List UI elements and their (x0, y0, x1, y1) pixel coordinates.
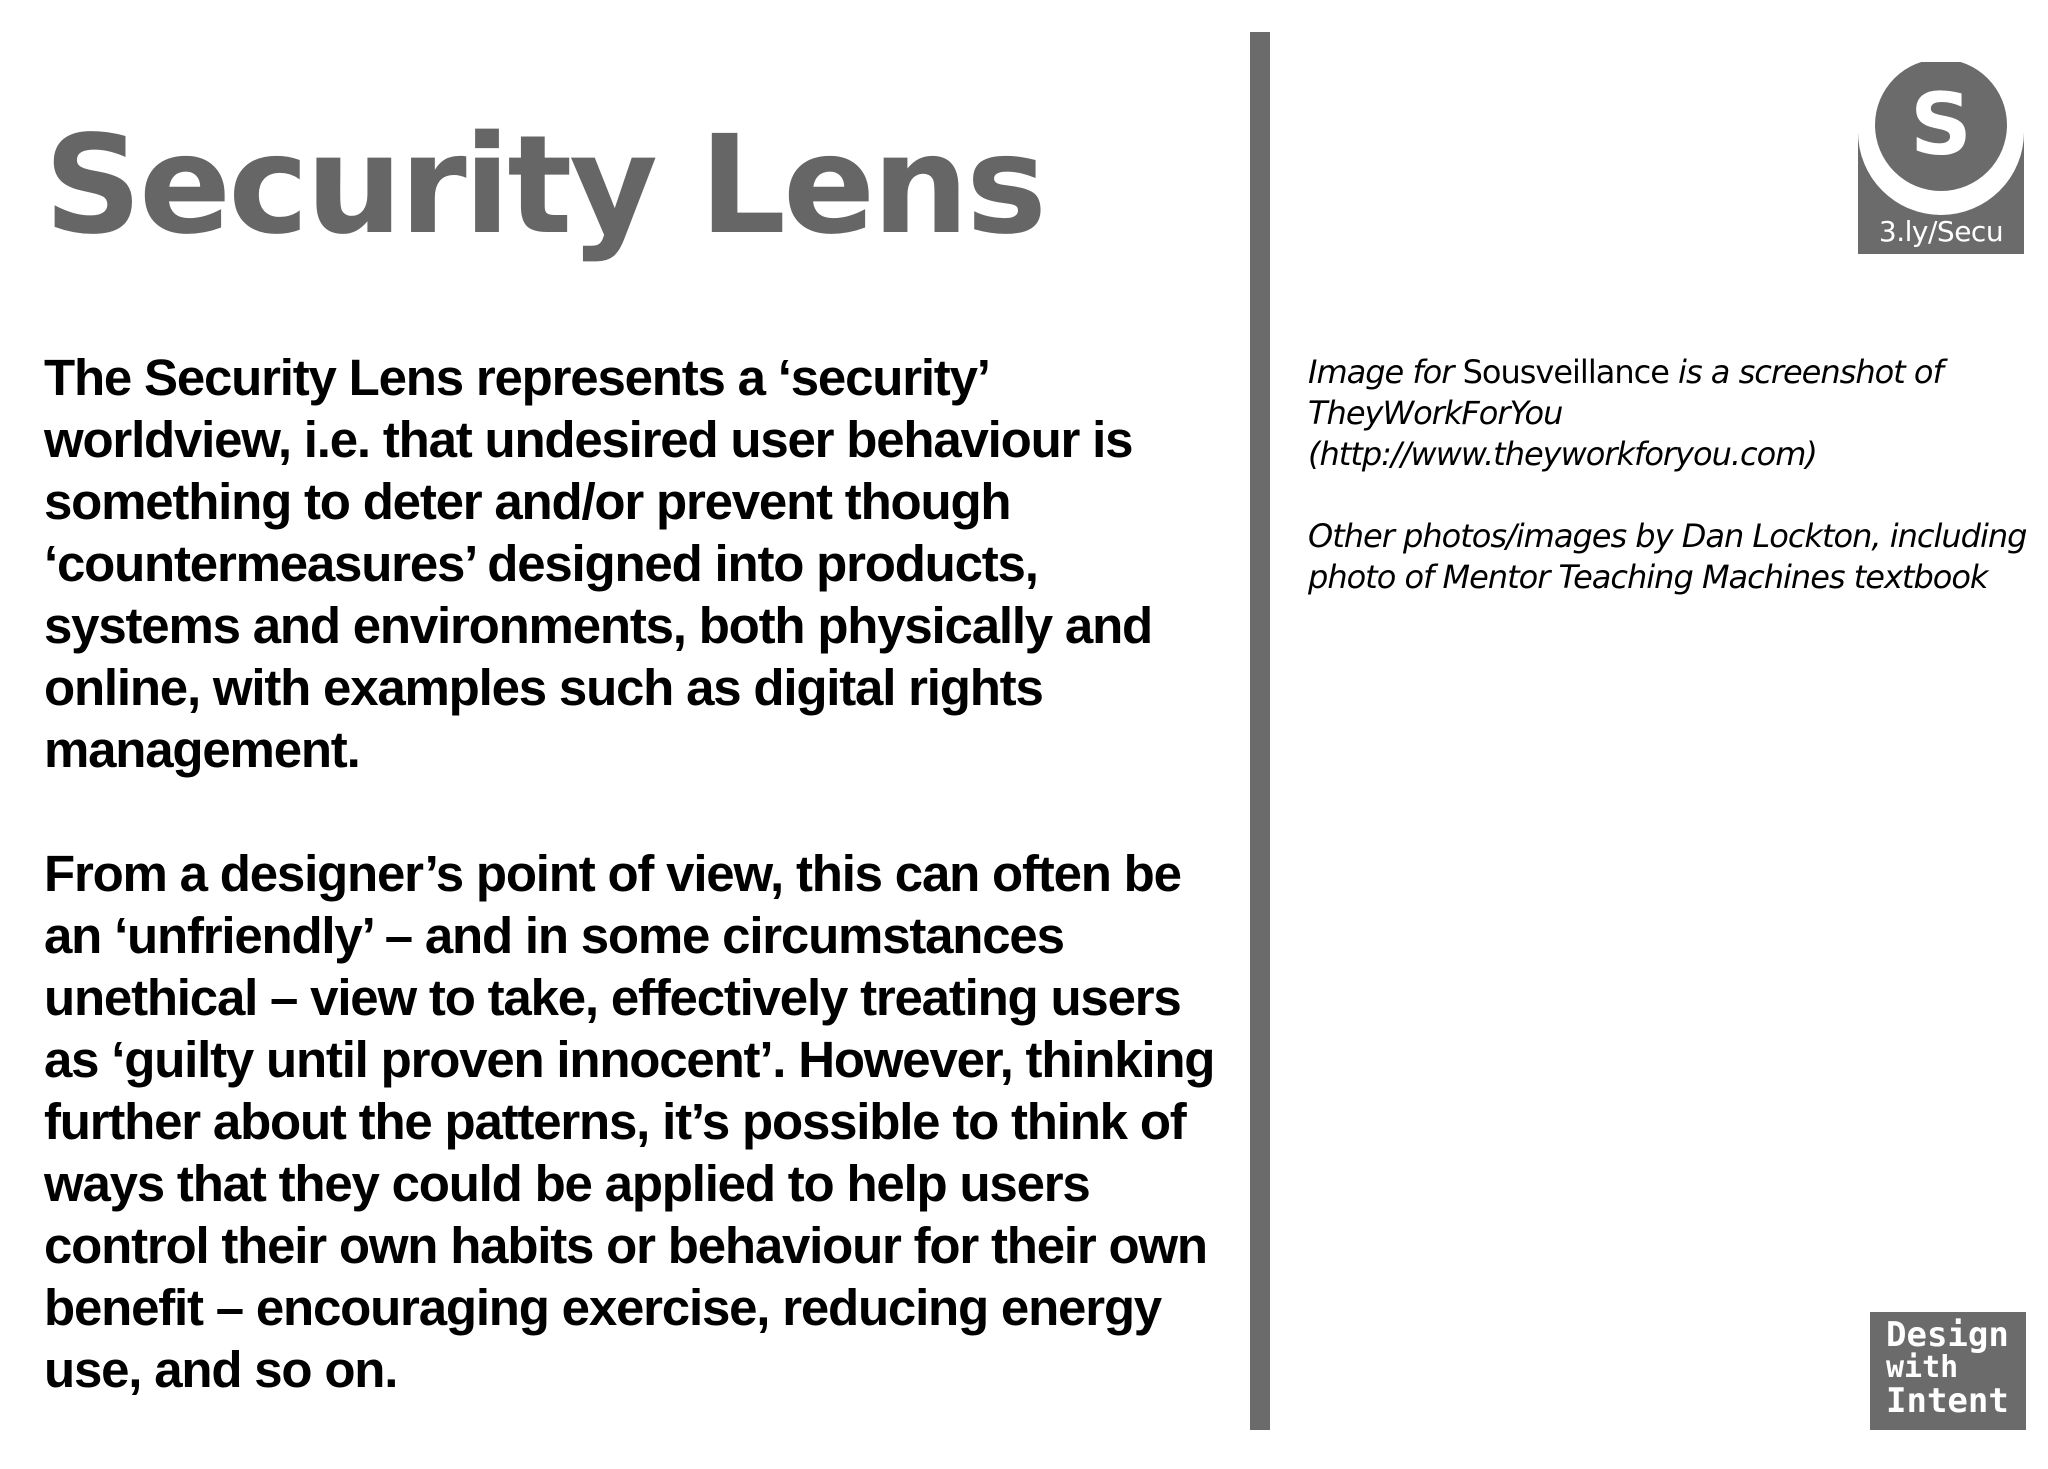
credit-image-suffix: is a screenshot of TheyWorkForYou (http://www.theyworkforyou.com) (1308, 353, 1943, 473)
credit-image-note (1308, 352, 2028, 475)
credit-image-subject: Sousveillance (1462, 353, 1669, 391)
badge-short-link[interactable]: 3.ly/Secu (1878, 215, 2004, 248)
body-paragraph-2: From a designer’s point of view, this can often be an ‘unfriendly’ – and in some circumstances unethical – view to take, effectively treating users as ‘guilty until proven innocent’. However, thinking further about the patterns, it’s possible to think of ways that they could be applied to help users control their own habits or behaviour for their own benefit – encouraging exercise, reducing energy use, and so on. (44, 845, 1215, 1398)
credit-image-prefix: Image for (1308, 353, 1463, 391)
logo-line-1: Design (1886, 1315, 2009, 1355)
page-title: Security Lens (44, 107, 1044, 265)
logo-line-3: Intent (1886, 1381, 2009, 1421)
main-body-text (44, 347, 1229, 1401)
lens-badge (1858, 62, 2024, 254)
badge-letter: S (1910, 75, 1972, 175)
design-with-intent-logo (1870, 1312, 2026, 1430)
logo-line-2: with (1886, 1350, 1959, 1385)
image-credits (1308, 352, 2028, 598)
body-paragraph-1: The Security Lens represents a ‘security’ worldview, i.e. that undesired user behaviour is something to deter and/or prevent though ‘countermeasures’ designed into products, systems and environments, both physically and online, with examples such as digital rights management. (44, 349, 1152, 778)
credit-other-photos: Other photos/images by Dan Lockton, including photo of Mentor Teaching Machines textbook (1308, 517, 2027, 596)
vertical-divider (1250, 32, 1270, 1430)
